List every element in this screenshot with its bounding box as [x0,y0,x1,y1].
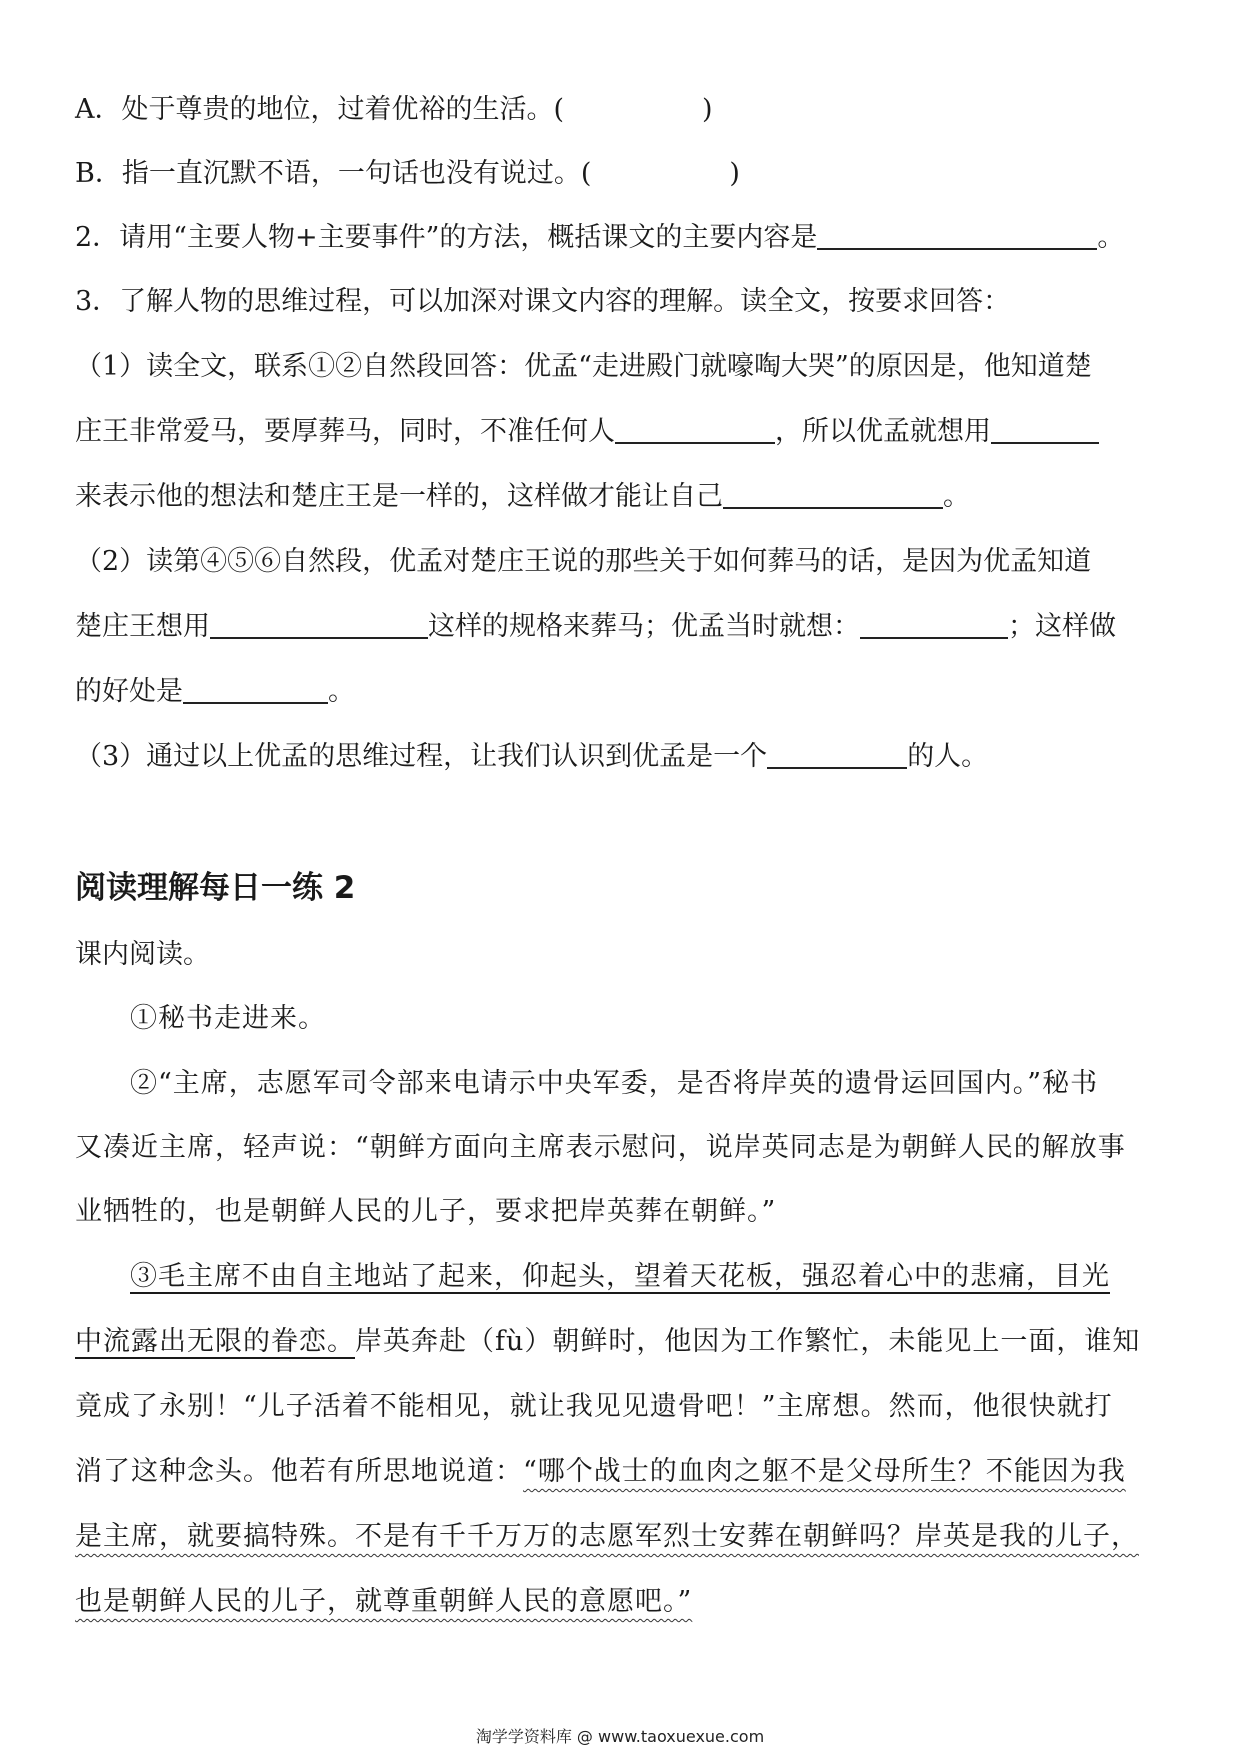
answer-blank-3-3[interactable] [767,739,907,769]
question-1a-close: ) [702,94,713,125]
question-3-2-line1: （2）读第④⑤⑥自然段，优孟对楚庄王说的那些关于如何葬马的话，是因为优孟知道 [75,546,1092,577]
answer-blank-3-2-c[interactable] [183,674,328,704]
question-3-1-text-d: 。 [943,481,970,512]
question-3-3-text-a: （3）通过以上优孟的思维过程，让我们认识到优孟是一个 [75,741,768,772]
question-3-1-text-c: 来表示他的想法和楚庄王是一样的，这样做才能让自己 [75,481,723,512]
passage-paragraph-3-line6 [75,1582,692,1622]
passage-paragraph-3-line4 [75,1452,1126,1492]
question-1b-text: B．指一直沉默不语，一句话也没有说过。( [75,158,592,189]
question-1a [75,90,713,130]
question-1a-text: A．处于尊贵的地位，过着优裕的生活。( [75,94,565,125]
underlined-sentence-part1: ③毛主席不由自主地站了起来，仰起头，望着天花板，强忍着心中的悲痛，目光 [130,1261,1110,1292]
passage-paragraph-1: ①秘书走进来。 [130,1003,326,1034]
passage-text-p3-4: 消了这种念头。他若有所思地说道： [75,1456,523,1487]
passage-paragraph-3-line3: 竟成了永别！“儿子活着不能相见，就让我见见遗骨吧！”主席想。然而，他很快就打 [75,1391,1113,1422]
answer-blank-q2[interactable] [817,220,1097,250]
passage-paragraph-2-line1: ②“主席，志愿军司令部来电请示中央军委，是否将岸英的遗骨运回国内。”秘书 [130,1068,1099,1099]
passage-text-p3-2: 岸英奔赴（fù）朝鲜时，他因为工作繁忙，未能见上一面，谁知 [355,1326,1141,1357]
passage-paragraph-3-line1 [130,1257,1110,1297]
question-2-text: 2．请用“主要人物+主要事件”的方法，概括课文的主要内容是 [75,222,818,253]
underlined-sentence-part2: 中流露出无限的眷恋。 [75,1326,355,1357]
question-2 [75,218,1124,258]
passage-paragraph-2-line3: 业牺牲的，也是朝鲜人民的儿子，要求把岸英葬在朝鲜。” [75,1196,777,1227]
wavy-underlined-quote-part3: 也是朝鲜人民的儿子，就尊重朝鲜人民的意愿吧。” [75,1586,693,1617]
section-title: 阅读理解每日一练 2 [75,870,356,906]
passage-paragraph-3-line2 [75,1322,1140,1362]
answer-blank-3-1-c[interactable] [723,479,943,509]
question-3-2-line3 [75,672,355,712]
question-3-1-text-b: ，所以优孟就想用 [775,416,991,447]
passage-paragraph-2-line2: 又凑近主席，轻声说：“朝鲜方面向主席表示慰问，说岸英同志是为朝鲜人民的解放事 [75,1132,1126,1163]
question-3-3 [75,737,988,777]
question-3: 3．了解人物的思维过程，可以加深对课文内容的理解。读全文，按要求回答： [75,286,1011,317]
question-2-end: 。 [1097,222,1125,253]
question-1b-close: ) [729,158,740,189]
wavy-underlined-quote-part2: 是主席，就要搞特殊。不是有千千万万的志愿军烈士安葬在朝鲜吗？岸英是我的儿子， [75,1521,1139,1552]
answer-blank-3-2-b[interactable] [860,609,1008,639]
answer-blank-3-2-a[interactable] [210,609,428,639]
answer-blank-3-1-a[interactable] [615,414,775,444]
question-3-1-line1: （1）读全文，联系①②自然段回答：优孟“走进殿门就嚎啕大哭”的原因是，他知道楚 [75,351,1092,382]
question-3-1-text-a: 庄王非常爱马，要厚葬马，同时，不准任何人 [75,416,615,447]
wavy-underlined-quote-part1: “哪个战士的血肉之躯不是父母所生？不能因为我 [523,1456,1126,1487]
question-3-2-text-a: 楚庄王想用 [75,611,210,642]
question-3-2-text-e: 。 [328,676,355,707]
section-subtitle: 课内阅读。 [75,939,210,970]
question-3-3-text-b: 的人。 [907,741,989,772]
question-1b [75,154,740,194]
question-3-1-line2 [75,412,1099,452]
answer-blank-3-1-b[interactable] [991,414,1099,444]
question-3-2-text-c: ；这样做 [1008,611,1116,642]
question-3-1-line3 [75,477,970,517]
question-3-2-line2 [75,607,1116,647]
question-3-2-text-b: 这样的规格来葬马；优孟当时就想： [428,611,860,642]
footer-watermark: 淘学学资料库 @ www.taoxuexue.com [475,1727,765,1746]
question-3-2-text-d: 的好处是 [75,676,183,707]
passage-paragraph-3-line5 [75,1517,1139,1557]
